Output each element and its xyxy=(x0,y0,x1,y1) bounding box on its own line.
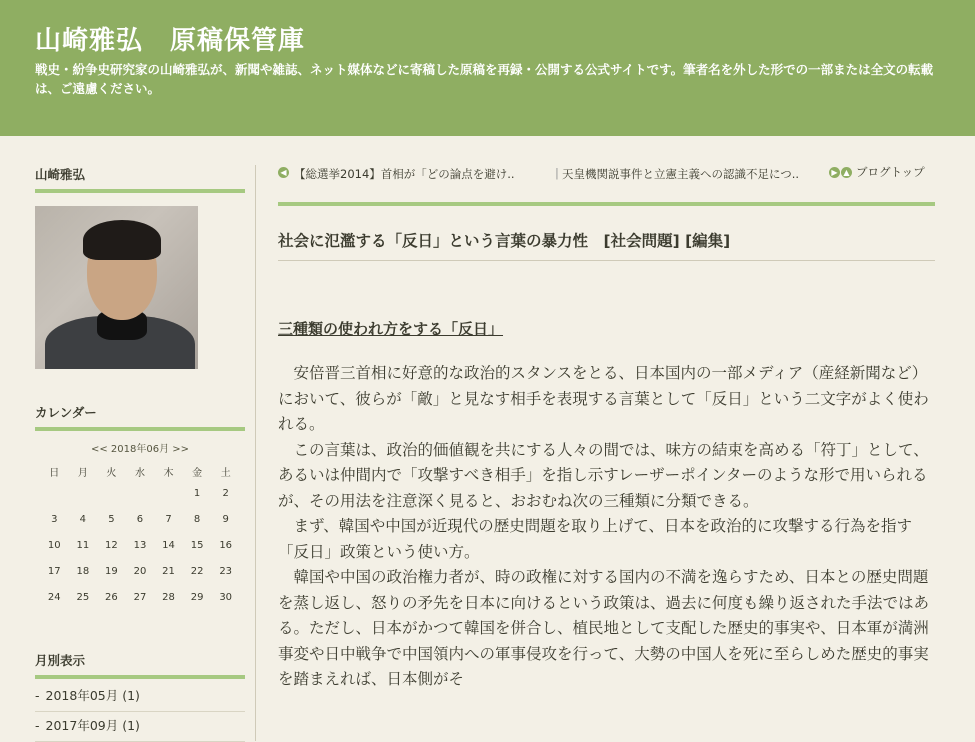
post-navigation xyxy=(278,165,935,185)
weekday-fri: 金 xyxy=(192,467,203,479)
column-divider xyxy=(255,165,256,741)
calendar-day xyxy=(97,480,126,506)
calendar-day: 6 xyxy=(136,513,144,525)
calendar-week-row xyxy=(40,506,240,532)
calendar-day: 25 xyxy=(76,591,90,603)
calendar-day: 11 xyxy=(76,539,90,551)
calendar-table xyxy=(40,462,240,610)
post-body xyxy=(278,361,930,693)
calendar-day xyxy=(69,480,98,506)
sidebar-profile xyxy=(35,165,245,193)
calendar-week-row xyxy=(40,584,240,610)
weekday-sun: 日 xyxy=(49,467,60,479)
paragraph: まず、韓国や中国が近現代の歴史問題を取り上げて、日本を政治的に攻撃する行為を指す「反日」政策という使い方。 xyxy=(278,517,912,561)
calendar-day: 17 xyxy=(47,565,61,577)
calendar-day: 22 xyxy=(190,565,204,577)
main-rule xyxy=(278,202,935,206)
calendar-day: 19 xyxy=(105,565,118,577)
archive-list xyxy=(35,682,245,742)
calendar-day: 2 xyxy=(222,487,229,499)
prev-arrow-icon[interactable]: ◀ xyxy=(278,167,289,178)
calendar-day: 21 xyxy=(162,565,175,577)
calendar-weekday-row xyxy=(40,462,240,480)
weekday-sat: 土 xyxy=(220,467,231,479)
nav-separator: | xyxy=(555,166,559,180)
post-title: 社会に氾濫する「反日」という言葉の暴力性 [社会問題] [編集] xyxy=(278,229,935,261)
calendar-day: 30 xyxy=(219,591,233,603)
photo-hair xyxy=(83,220,161,260)
weekday-tue: 火 xyxy=(106,467,117,479)
calendar-day: 24 xyxy=(47,591,61,603)
calendar-day: 29 xyxy=(190,591,204,603)
archive-item xyxy=(35,712,245,742)
calendar-day: 28 xyxy=(162,591,175,603)
site-header xyxy=(0,0,975,136)
calendar-day xyxy=(154,480,183,506)
calendar-body xyxy=(40,480,240,610)
site-description: 戦史・紛争史研究家の山崎雅弘が、新聞や雑誌、ネット媒体などに寄稿した原稿を再録・公開する公式サイトです。筆者名を外した形での一部または全文の転載は、ご遠慮ください。 xyxy=(35,62,934,96)
calendar-week-row xyxy=(40,532,240,558)
calendar-day xyxy=(40,480,69,506)
calendar-day: 8 xyxy=(193,513,201,525)
calendar-heading: カレンダー xyxy=(35,403,245,431)
section-title: 三種類の使われ方をする「反日」 xyxy=(278,320,504,338)
paragraph: この言葉は、政治的価値観を共にする人々の間では、味方の結束を高める「符丁」として、あるいは仲間内で「攻撃すべき相手」を指し示すレーザーポインターのような形で用いられるが、その用法を注意深く見ると、おおむね次の三種類に分類できる。 xyxy=(278,440,929,510)
profile-photo xyxy=(35,206,198,369)
calendar-week-row xyxy=(40,558,240,584)
calendar-day: 26 xyxy=(105,591,118,603)
calendar-day: 4 xyxy=(79,513,87,525)
calendar-day: 5 xyxy=(108,513,115,525)
calendar-week-row xyxy=(40,480,240,506)
blog-top-link[interactable]: ブログトップ xyxy=(856,165,925,179)
calendar-day: 3 xyxy=(51,513,58,525)
calendar-day: 16 xyxy=(219,539,233,551)
profile-heading: 山崎雅弘 xyxy=(35,165,245,193)
header-scallop-border xyxy=(0,128,975,138)
up-arrow-icon[interactable]: ▲ xyxy=(841,167,852,178)
weekday-wed: 水 xyxy=(134,467,145,479)
weekday-mon: 月 xyxy=(77,467,88,479)
paragraph: 韓国や中国の政治権力者が、時の政権に対する国内の不満を逸らすため、日本との歴史問題を蒸し返し、怒りの矛先を日本に向けるという政策は、過去に何度も繰り返された手法ではある。ただし、日本がかつて韓国を併合し、植民地として支配した歴史的事実や、日本軍が満洲事変や日中戦争で中国領内への軍事侵攻を行って、大勢の中国人を死に至らしめた歴史的事実を踏まえれば、日本側がそ xyxy=(278,568,930,688)
calendar-day: 13 xyxy=(133,539,147,551)
calendar-day: 15 xyxy=(190,539,204,551)
next-post-link[interactable]: 天皇機関説事件と立憲主義への認識不足につ.. xyxy=(562,167,800,181)
calendar-day: 12 xyxy=(105,539,118,551)
site-title[interactable]: 山崎雅弘 原稿保管庫 xyxy=(35,26,306,56)
archive-link[interactable]: 2018年05月 (1) xyxy=(45,688,140,703)
calendar-day: 7 xyxy=(165,513,172,525)
calendar-day: 20 xyxy=(133,565,147,577)
calendar-day: 18 xyxy=(76,565,90,577)
calendar-day: 10 xyxy=(47,539,61,551)
bullet: - xyxy=(35,718,40,733)
calendar-day: 14 xyxy=(162,539,175,551)
calendar-day: 1 xyxy=(193,487,201,499)
prev-post-link[interactable]: 【総選挙2014】首相が「どの論点を避け.. xyxy=(294,167,515,181)
archive-link[interactable]: 2017年09月 (1) xyxy=(45,718,140,733)
archive-item xyxy=(35,682,245,712)
weekday-thu: 木 xyxy=(163,467,174,479)
calendar-day: 23 xyxy=(219,565,233,577)
calendar-day xyxy=(126,480,155,506)
archive-heading: 月別表示 xyxy=(35,651,245,679)
paragraph: 安倍晋三首相に好意的な政治的スタンスをとる、日本国内の一部メディア（産経新聞など）において、彼らが「敵」と見なす相手を表現する言葉として「反日」という二文字がよく使われる。 xyxy=(278,364,929,433)
calendar-nav[interactable]: << 2018年06月 >> xyxy=(90,444,190,455)
calendar-day: 9 xyxy=(222,513,229,525)
bullet: - xyxy=(35,688,40,703)
calendar-day: 27 xyxy=(133,591,147,603)
next-arrow-icon[interactable]: ▶ xyxy=(829,167,840,178)
